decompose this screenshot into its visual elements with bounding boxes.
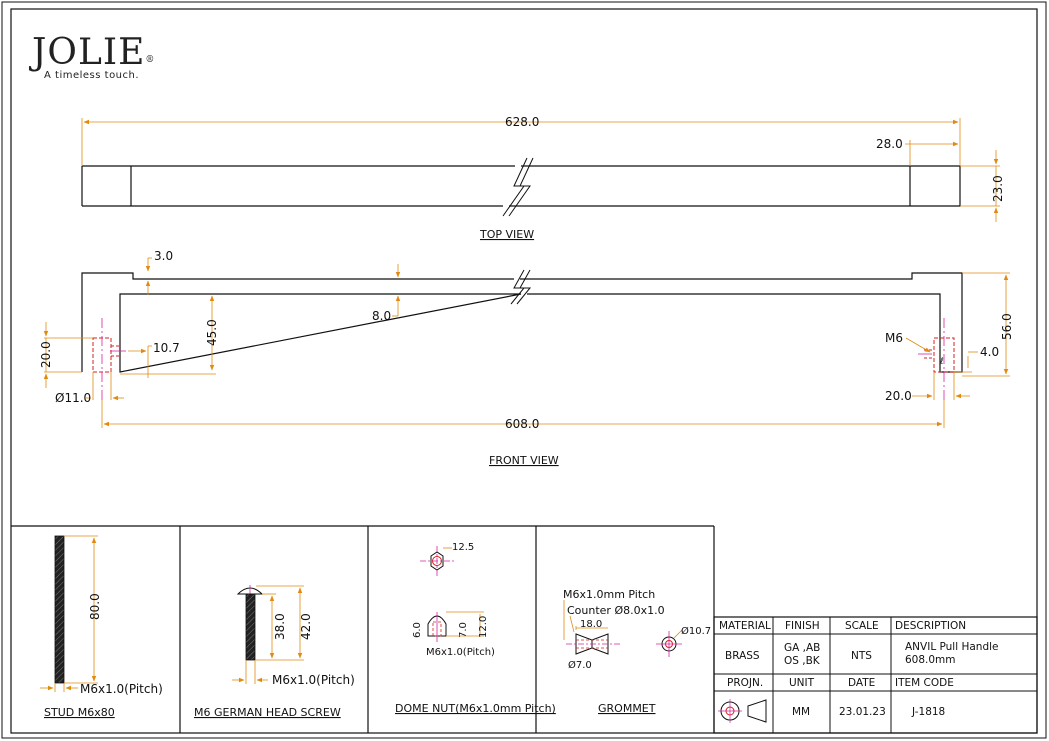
screw-thread-note: M6x1.0(Pitch) — [272, 673, 355, 687]
thread-mark: ℓ — [940, 357, 944, 367]
dome-nut-depth-dim: 7.0 — [458, 622, 469, 638]
dim-post-width: 20.0 — [39, 341, 53, 368]
tb-date: 23.01.23 — [839, 706, 886, 718]
tb-description-2: 608.0mm — [905, 654, 956, 666]
screw-title: M6 GERMAN HEAD SCREW — [194, 706, 341, 719]
grommet-thread-note: M6x1.0mm Pitch — [563, 588, 656, 601]
tb-item-code: J-1818 — [912, 706, 946, 718]
dim-length: 628.0 — [505, 115, 540, 129]
tb-material: BRASS — [725, 650, 760, 662]
logo-name: JOLIE — [32, 32, 146, 73]
tb-header-unit: UNIT — [789, 677, 815, 689]
tb-description-1: ANVIL Pull Handle — [905, 641, 999, 653]
parts-strip — [11, 526, 714, 733]
dome-nut-height-dim: 6.0 — [412, 622, 423, 638]
svg-text:JOLIE® — [28, 32, 155, 73]
tb-header-item-code: ITEM CODE — [895, 677, 954, 689]
grommet-counter-note: Counter Ø8.0x1.0 — [567, 604, 665, 617]
screw-shank-dim: 38.0 — [273, 613, 287, 640]
projection-symbol-icon — [718, 699, 766, 723]
tb-header-material: MATERIAL — [719, 620, 771, 632]
part-dome-nut — [395, 542, 556, 715]
part-german-screw — [194, 585, 355, 719]
title-block — [714, 617, 1037, 733]
tb-scale: NTS — [851, 650, 872, 662]
stud-body — [55, 536, 64, 683]
dim-bar: 8.0 — [372, 309, 392, 323]
grommet-title: GROMMET — [598, 702, 656, 715]
grommet-outer-dim: Ø10.7 — [681, 626, 712, 637]
tb-header-projn: PROJN. — [727, 677, 764, 689]
dim-right-post: 20.0 — [885, 389, 912, 403]
dome-nut-thread-note: M6x1.0(Pitch) — [426, 647, 495, 658]
tb-header-date: DATE — [848, 677, 876, 689]
top-view-title: TOP VIEW — [480, 228, 535, 241]
dim-thread: M6 — [885, 331, 903, 345]
part-stud — [40, 536, 163, 719]
front-view-break — [511, 270, 530, 304]
stud-length-dim: 80.0 — [88, 593, 102, 620]
jolie-logo — [28, 32, 155, 81]
tb-finish-1: GA ,AB — [784, 642, 821, 654]
tb-header-description: DESCRIPTION — [895, 620, 967, 632]
tb-finish-2: OS ,BK — [784, 655, 820, 667]
part-grommet — [563, 588, 711, 715]
dome-nut-title: DOME NUT(M6x1.0mm Pitch) — [395, 702, 556, 715]
tb-header-finish: FINISH — [785, 620, 820, 632]
screw-shank — [246, 594, 255, 660]
logo-mark: ® — [145, 55, 156, 65]
stud-title: STUD M6x80 — [44, 706, 115, 719]
dim-end-cap: 28.0 — [876, 137, 903, 151]
tb-header-scale: SCALE — [845, 620, 879, 632]
dim-post-height: 45.0 — [205, 319, 219, 346]
top-view — [82, 115, 1005, 241]
grommet-length-dim: 18.0 — [580, 619, 603, 630]
outer-border — [2, 2, 1046, 738]
tb-unit: MM — [792, 706, 811, 718]
grommet-inner-dim: Ø7.0 — [568, 660, 592, 671]
top-view-break — [503, 158, 533, 216]
dim-centres: 608.0 — [505, 417, 540, 431]
dim-overall-height: 56.0 — [1000, 313, 1014, 340]
dome-nut-overall-dim: 12.0 — [478, 615, 489, 638]
front-view — [39, 249, 1014, 467]
logo-tagline: A timeless touch. — [44, 70, 140, 81]
dim-hole-offset: 10.7 — [153, 341, 180, 355]
dim-thread-depth: 4.0 — [980, 345, 1000, 359]
stud-thread-note: M6x1.0(Pitch) — [80, 682, 163, 696]
front-view-title: FRONT VIEW — [489, 454, 559, 467]
dim-height: 23.0 — [991, 175, 1005, 202]
dim-post-dia: Ø11.0 — [55, 391, 92, 405]
screw-length-dim: 42.0 — [299, 613, 313, 640]
dim-step: 3.0 — [154, 249, 174, 263]
dome-nut-dia-dim: 12.5 — [452, 542, 475, 553]
